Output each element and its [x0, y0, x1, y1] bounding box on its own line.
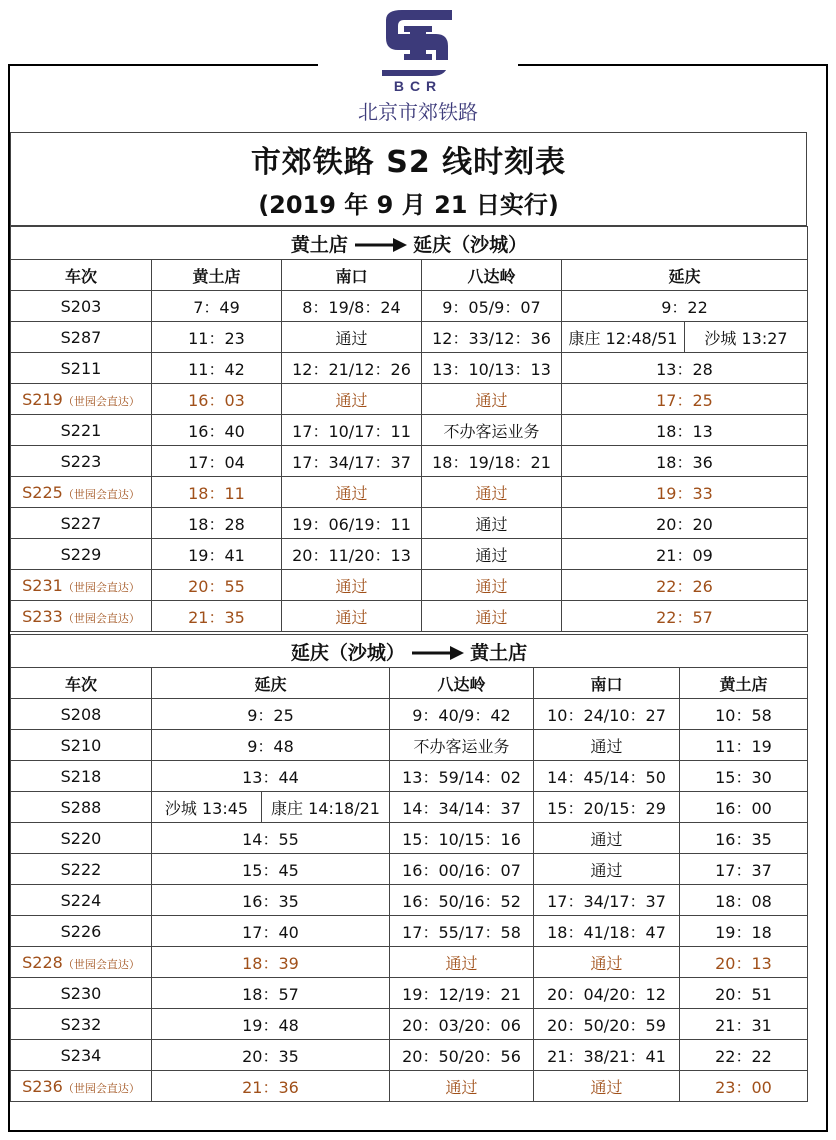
time-cell: 19：41: [152, 539, 282, 570]
time-cell: 通过: [534, 854, 680, 885]
table-row: [11, 947, 808, 978]
train-number-cell: [11, 792, 152, 823]
time-cell: 通过: [282, 384, 422, 415]
direction-from: 延庆（沙城）: [290, 641, 405, 664]
time-cell: 11：42: [152, 353, 282, 384]
time-cell: 15：20/15：29: [534, 792, 680, 823]
table-row: [11, 570, 808, 601]
time-cell: 通过: [422, 384, 562, 415]
train-number-cell: [11, 415, 152, 446]
time-cell: 20：55: [152, 570, 282, 601]
time-cell: 17：37: [680, 854, 808, 885]
time-cell: 14：55: [152, 823, 390, 854]
table-row: [11, 353, 808, 384]
time-cell: 通过: [282, 570, 422, 601]
table-row: [11, 854, 808, 885]
train-number-cell: [11, 916, 152, 947]
time-cell: 18：11: [152, 477, 282, 508]
train-number-cell: [11, 854, 152, 885]
table-row: [11, 539, 808, 570]
time-cell: 14：45/14：50: [534, 761, 680, 792]
time-cell: 22：22: [680, 1040, 808, 1071]
time-cell: 15：30: [680, 761, 808, 792]
train-number-cell: [11, 761, 152, 792]
time-cell: 9：22: [562, 291, 808, 322]
time-cell: 11：19: [680, 730, 808, 761]
col-header-station: 八达岭: [422, 260, 562, 291]
time-cell: 21：36: [152, 1071, 390, 1102]
train-number-cell: [11, 508, 152, 539]
time-cell: 19：48: [152, 1009, 390, 1040]
train-number: S225: [22, 482, 63, 502]
time-cell: 19：18: [680, 916, 808, 947]
time-cell: 16：00: [680, 792, 808, 823]
train-number-cell: [11, 978, 152, 1009]
train-number: S224: [60, 890, 102, 910]
time-cell: 18：28: [152, 508, 282, 539]
time-cell: 15：10/15：16: [390, 823, 534, 854]
time-cell: 18：41/18：47: [534, 916, 680, 947]
time-cell: 13：28: [562, 353, 808, 384]
time-cell: 22：57: [562, 601, 808, 632]
time-cell: 9：25: [152, 699, 390, 730]
table-row: [11, 291, 808, 322]
time-cell: 8：19/8：24: [282, 291, 422, 322]
time-cell: 17：55/17：58: [390, 916, 534, 947]
time-cell: 18：57: [152, 978, 390, 1009]
train-number-cell: [11, 730, 152, 761]
train-number-cell: [11, 885, 152, 916]
time-cell: 康庄 14:18/21: [262, 792, 390, 823]
time-cell: 18：19/18：21: [422, 446, 562, 477]
time-cell: 13：10/13：13: [422, 353, 562, 384]
train-number: S211: [60, 358, 102, 378]
table-row: [11, 978, 808, 1009]
time-cell: 19：33: [562, 477, 808, 508]
time-cell: 21：09: [562, 539, 808, 570]
table-row: [11, 601, 808, 632]
time-cell: 21：38/21：41: [534, 1040, 680, 1071]
train-number-cell: [11, 477, 152, 508]
time-cell: 10：58: [680, 699, 808, 730]
col-header-station: 延庆: [152, 668, 390, 699]
train-number-cell: [11, 322, 152, 353]
time-cell: 16：03: [152, 384, 282, 415]
arrow-right-icon: [412, 645, 464, 661]
col-header-train: 车次: [11, 668, 152, 699]
time-cell: 16：35: [680, 823, 808, 854]
time-cell: 12：21/12：26: [282, 353, 422, 384]
time-cell: 通过: [282, 322, 422, 353]
time-cell: 通过: [534, 1071, 680, 1102]
time-cell: 通过: [422, 508, 562, 539]
train-number: S230: [60, 983, 102, 1003]
time-cell: 14：34/14：37: [390, 792, 534, 823]
time-cell: 不办客运业务: [390, 730, 534, 761]
train-number: S222: [60, 859, 102, 879]
col-header-station: 八达岭: [390, 668, 534, 699]
time-cell: 通过: [534, 823, 680, 854]
train-number: S229: [60, 544, 102, 564]
table-row: [11, 322, 808, 353]
col-header-station: 黄土店: [680, 668, 808, 699]
table-row: [11, 446, 808, 477]
time-cell: 16：00/16：07: [390, 854, 534, 885]
section-header-2: [11, 635, 808, 668]
time-cell: 22：26: [562, 570, 808, 601]
train-number-cell: [11, 446, 152, 477]
train-number-cell: [11, 1009, 152, 1040]
col-header-station: 延庆: [562, 260, 808, 291]
train-number-cell: [11, 353, 152, 384]
table-row: [11, 916, 808, 947]
train-number-cell: [11, 699, 152, 730]
time-cell: 20：03/20：06: [390, 1009, 534, 1040]
table-row: [11, 761, 808, 792]
train-number: S218: [60, 766, 102, 786]
time-cell: 21：31: [680, 1009, 808, 1040]
time-cell: 9：48: [152, 730, 390, 761]
time-cell: 16：50/16：52: [390, 885, 534, 916]
train-number: S231: [22, 575, 63, 595]
time-cell: 13：59/14：02: [390, 761, 534, 792]
section-header-1: [11, 227, 808, 260]
time-cell: 20：04/20：12: [534, 978, 680, 1009]
train-number: S221: [60, 420, 102, 440]
col-header-station: 南口: [282, 260, 422, 291]
train-number: S228: [22, 952, 63, 972]
train-number: S203: [60, 296, 102, 316]
expo-direct-note: （世园会直达）: [62, 580, 140, 594]
time-cell: 16：35: [152, 885, 390, 916]
time-cell: 23：00: [680, 1071, 808, 1102]
expo-direct-note: （世园会直达）: [62, 487, 140, 501]
col-header-station: 南口: [534, 668, 680, 699]
train-number-cell: [11, 1040, 152, 1071]
time-cell: 不办客运业务: [422, 415, 562, 446]
table-row: [11, 699, 808, 730]
arrow-right-icon: [355, 237, 407, 253]
time-cell: 18：13: [562, 415, 808, 446]
time-cell: 17：40: [152, 916, 390, 947]
time-cell: 17：34/17：37: [282, 446, 422, 477]
train-number-cell: [11, 291, 152, 322]
time-cell: 20：50/20：59: [534, 1009, 680, 1040]
table-row: [11, 477, 808, 508]
timetable-yanqing-to-huangtudian: [10, 634, 808, 1102]
logo-name: 北京市郊铁路: [358, 100, 478, 124]
time-cell: 通过: [422, 570, 562, 601]
train-number: S287: [60, 327, 102, 347]
time-cell: 17：04: [152, 446, 282, 477]
table-row: [11, 415, 808, 446]
train-number: S236: [22, 1076, 63, 1096]
train-number-cell: [11, 1071, 152, 1102]
direction-to: 黄土店: [470, 641, 528, 664]
table-row: [11, 730, 808, 761]
time-cell: 17：34/17：37: [534, 885, 680, 916]
expo-direct-note: （世园会直达）: [62, 394, 140, 408]
time-cell: 18：08: [680, 885, 808, 916]
time-cell: 12：33/12：36: [422, 322, 562, 353]
train-number: S233: [22, 606, 63, 626]
time-cell: 18：39: [152, 947, 390, 978]
table-row: [11, 1009, 808, 1040]
train-number-cell: [11, 384, 152, 415]
expo-direct-note: （世园会直达）: [62, 1081, 140, 1095]
train-number: S208: [60, 704, 102, 724]
time-cell: 20：20: [562, 508, 808, 539]
table-row: [11, 792, 808, 823]
time-cell: 通过: [422, 601, 562, 632]
time-cell: 通过: [390, 947, 534, 978]
time-cell: 通过: [534, 947, 680, 978]
time-cell: 通过: [282, 601, 422, 632]
expo-direct-note: （世园会直达）: [62, 611, 140, 625]
train-number: S210: [60, 735, 102, 755]
train-number: S226: [60, 921, 102, 941]
time-cell: 通过: [422, 477, 562, 508]
table-row: [11, 508, 808, 539]
time-cell: 11：23: [152, 322, 282, 353]
time-cell: 19：06/19：11: [282, 508, 422, 539]
train-number: S219: [22, 389, 63, 409]
time-cell: 20：50/20：56: [390, 1040, 534, 1071]
time-cell: 16：40: [152, 415, 282, 446]
train-number-cell: [11, 601, 152, 632]
col-header-train: 车次: [11, 260, 152, 291]
time-cell: 13：44: [152, 761, 390, 792]
train-number: S232: [60, 1014, 102, 1034]
table-row: [11, 1071, 808, 1102]
time-cell: 沙城 13:27: [685, 322, 808, 353]
time-cell: 通过: [422, 539, 562, 570]
time-cell: 20：35: [152, 1040, 390, 1071]
time-cell: 21：35: [152, 601, 282, 632]
table-row: [11, 885, 808, 916]
train-number: S220: [60, 828, 102, 848]
train-number: S227: [60, 513, 102, 533]
time-cell: 19：12/19：21: [390, 978, 534, 1009]
time-cell: 20：11/20：13: [282, 539, 422, 570]
train-number: S223: [60, 451, 102, 471]
train-number: S234: [60, 1045, 102, 1065]
table-row: [11, 384, 808, 415]
time-cell: 9：40/9：42: [390, 699, 534, 730]
time-cell: 15：45: [152, 854, 390, 885]
col-header-station: 黄土店: [152, 260, 282, 291]
direction-from: 黄土店: [290, 233, 348, 256]
title-box: [10, 132, 807, 226]
time-cell: 康庄 12:48/51: [562, 322, 685, 353]
time-cell: 10：24/10：27: [534, 699, 680, 730]
time-cell: 20：51: [680, 978, 808, 1009]
page-title: 市郊铁路 S2 线时刻表: [250, 145, 567, 180]
table-row: [11, 1040, 808, 1071]
train-number-cell: [11, 823, 152, 854]
direction-to: 延庆（沙城）: [413, 233, 528, 256]
train-number: S288: [60, 797, 102, 817]
time-cell: 通过: [390, 1071, 534, 1102]
timetable-huangtudian-to-yanqing: [10, 226, 808, 632]
train-number-cell: [11, 570, 152, 601]
page-subtitle: (2019 年 9 月 21 日实行): [258, 191, 559, 219]
time-cell: 通过: [534, 730, 680, 761]
expo-direct-note: （世园会直达）: [62, 957, 140, 971]
time-cell: 18：36: [562, 446, 808, 477]
train-number-cell: [11, 947, 152, 978]
train-number-cell: [11, 539, 152, 570]
time-cell: 沙城 13:45: [152, 792, 262, 823]
time-cell: 7：49: [152, 291, 282, 322]
logo-letters: BCR: [393, 78, 443, 94]
table-row: [11, 823, 808, 854]
time-cell: 20：13: [680, 947, 808, 978]
time-cell: 17：10/17：11: [282, 415, 422, 446]
time-cell: 9：05/9：07: [422, 291, 562, 322]
time-cell: 17：25: [562, 384, 808, 415]
time-cell: 通过: [282, 477, 422, 508]
